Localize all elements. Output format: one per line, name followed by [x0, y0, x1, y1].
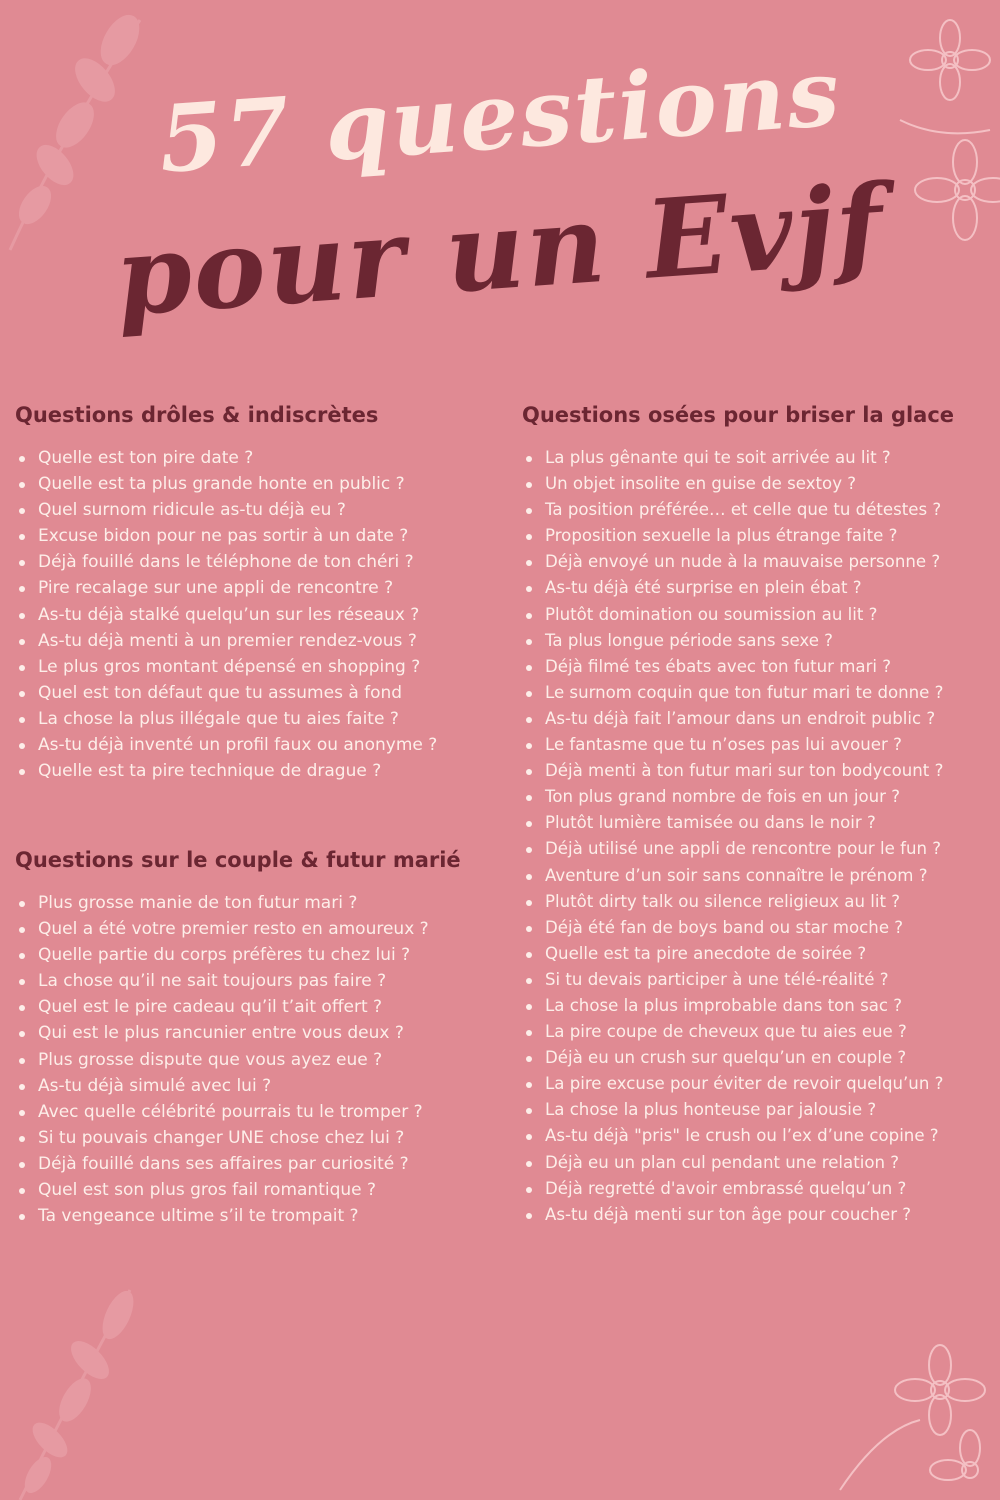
list-item: Déjà filmé tes ébats avec ton futur mari ? — [522, 654, 997, 680]
list-item: Le plus gros montant dépensé en shopping ? — [15, 654, 495, 680]
list-item: Déjà regretté d'avoir embrassé quelqu’un ? — [522, 1176, 997, 1202]
list-item: Quel est son plus gros fail romantique ? — [15, 1177, 495, 1203]
list-item: La chose la plus improbable dans ton sac ? — [522, 993, 997, 1019]
section-funny-questions — [15, 403, 495, 784]
list-item: La plus gênante qui te soit arrivée au lit ? — [522, 445, 997, 471]
list-item: Pire recalage sur une appli de rencontre ? — [15, 575, 495, 601]
list-item: Quel a été votre premier resto en amoureux ? — [15, 916, 495, 942]
list-item: Excuse bidon pour ne pas sortir à un date ? — [15, 523, 495, 549]
list-item: Avec quelle célébrité pourrais tu le tromper ? — [15, 1099, 495, 1125]
list-item: Ton plus grand nombre de fois en un jour ? — [522, 784, 997, 810]
section-heading: Questions drôles & indiscrètes — [15, 403, 379, 427]
list-item: Plutôt dirty talk ou silence religieux au lit ? — [522, 889, 997, 915]
list-item: Plutôt domination ou soumission au lit ? — [522, 602, 997, 628]
section-heading: Questions osées pour briser la glace — [522, 403, 955, 427]
list-item: Quel surnom ridicule as-tu déjà eu ? — [15, 497, 495, 523]
list-item: Ta plus longue période sans sexe ? — [522, 628, 997, 654]
list-item: Déjà utilisé une appli de rencontre pour le fun ? — [522, 836, 997, 862]
list-item: Aventure d’un soir sans connaître le prénom ? — [522, 863, 997, 889]
list-item: La chose la plus illégale que tu aies faite ? — [15, 706, 495, 732]
list-item: As-tu déjà inventé un profil faux ou anonyme ? — [15, 732, 495, 758]
list-item: As-tu déjà simulé avec lui ? — [15, 1073, 495, 1099]
list-item: As-tu déjà stalké quelqu’un sur les réseaux ? — [15, 602, 495, 628]
list-item: Quelle partie du corps préfères tu chez lui ? — [15, 942, 495, 968]
page-title-line-2: pour un Evjf — [111, 161, 889, 341]
flower-cluster-bottom-right-icon — [820, 1330, 1000, 1500]
question-list — [15, 445, 495, 784]
list-item: Déjà été fan de boys band ou star moche ? — [522, 915, 997, 941]
list-item: Déjà envoyé un nude à la mauvaise personne ? — [522, 549, 997, 575]
list-item: La pire excuse pour éviter de revoir quelqu’un ? — [522, 1071, 997, 1097]
list-item: Un objet insolite en guise de sextoy ? — [522, 471, 997, 497]
list-item: Plus grosse manie de ton futur mari ? — [15, 890, 495, 916]
page-title-line-1: 57 questions — [155, 38, 845, 194]
list-item: Le fantasme que tu n’oses pas lui avouer ? — [522, 732, 997, 758]
list-item: Si tu pouvais changer UNE chose chez lui ? — [15, 1125, 495, 1151]
list-item: As-tu déjà fait l’amour dans un endroit public ? — [522, 706, 997, 732]
list-item: Plus grosse dispute que vous ayez eue ? — [15, 1047, 495, 1073]
list-item: As-tu déjà menti sur ton âge pour coucher ? — [522, 1202, 997, 1228]
list-item: Qui est le plus rancunier entre vous deux ? — [15, 1020, 495, 1046]
question-list — [522, 445, 997, 1228]
section-bold-questions — [522, 403, 997, 1228]
list-item: Le surnom coquin que ton futur mari te donne ? — [522, 680, 997, 706]
list-item: Quelle est ta pire anecdote de soirée ? — [522, 941, 997, 967]
list-item: Quelle est ton pire date ? — [15, 445, 495, 471]
list-item: Plutôt lumière tamisée ou dans le noir ? — [522, 810, 997, 836]
list-item: Déjà menti à ton futur mari sur ton bodycount ? — [522, 758, 997, 784]
list-item: Quel est ton défaut que tu assumes à fond — [15, 680, 495, 706]
list-item: Ta vengeance ultime s’il te trompait ? — [15, 1203, 495, 1229]
question-list — [15, 890, 495, 1229]
section-couple-questions — [15, 848, 495, 1229]
list-item: Quelle est ta plus grande honte en public ? — [15, 471, 495, 497]
list-item: Quel est le pire cadeau qu’il t’ait offert ? — [15, 994, 495, 1020]
list-item: As-tu déjà menti à un premier rendez-vous ? — [15, 628, 495, 654]
list-item: La chose qu’il ne sait toujours pas faire ? — [15, 968, 495, 994]
list-item: Si tu devais participer à une télé-réalité ? — [522, 967, 997, 993]
list-item: As-tu déjà "pris" le crush ou l’ex d’une copine ? — [522, 1123, 997, 1149]
leaf-branch-bottom-left-icon — [0, 1280, 170, 1500]
list-item: Déjà eu un crush sur quelqu’un en couple ? — [522, 1045, 997, 1071]
list-item: Ta position préférée… et celle que tu détestes ? — [522, 497, 997, 523]
list-item: La pire coupe de cheveux que tu aies eue ? — [522, 1019, 997, 1045]
list-item: La chose la plus honteuse par jalousie ? — [522, 1097, 997, 1123]
list-item: Quelle est ta pire technique de drague ? — [15, 758, 495, 784]
list-item: Déjà eu un plan cul pendant une relation ? — [522, 1150, 997, 1176]
list-item: Déjà fouillé dans ses affaires par curiosité ? — [15, 1151, 495, 1177]
list-item: As-tu déjà été surprise en plein ébat ? — [522, 575, 997, 601]
section-heading: Questions sur le couple & futur marié — [15, 848, 461, 872]
list-item: Déjà fouillé dans le téléphone de ton chéri ? — [15, 549, 495, 575]
list-item: Proposition sexuelle la plus étrange faite ? — [522, 523, 997, 549]
